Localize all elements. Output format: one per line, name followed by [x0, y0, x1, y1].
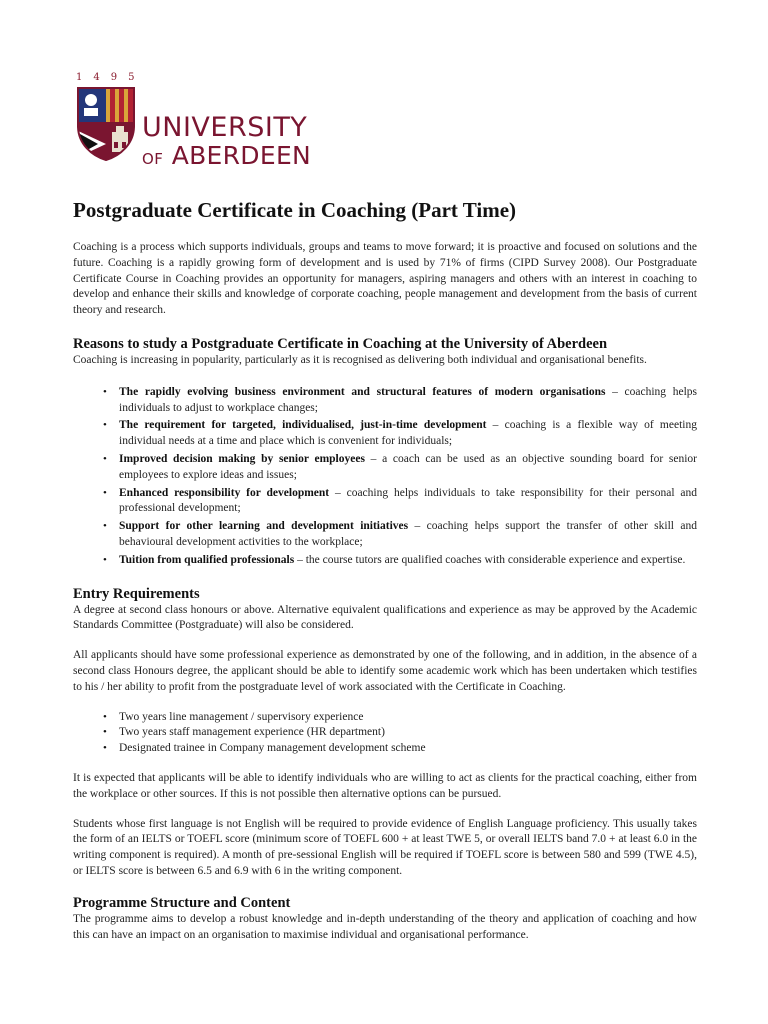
coat-of-arms-icon: [76, 86, 136, 162]
reasons-heading: Reasons to study a Postgraduate Certificate in Coaching at the University of Aberdeen: [73, 335, 608, 352]
bullet-icon: •: [103, 419, 107, 432]
entry-paragraph-2: All applicants should have some professional experience as demonstrated by one of the following, and in addition, in the absence of a second class Honours degree, the applicant should be able to identify some academic work which has been undertaken which testifies to his / her ability to profit from the postgraduate level of work associated with the Certificate in Coaching.: [73, 649, 697, 693]
reasons-intro: Coaching is increasing in popularity, particularly as it is recognised as delivering both individual and organisational benefits.: [73, 353, 647, 366]
page-title: Postgraduate Certificate in Coaching (Part Time): [73, 198, 517, 222]
logo-of: OF: [142, 150, 164, 168]
entry-paragraph-1: A degree at second class honours or above. Alternative equivalent qualifications and experience as may be approved by the Academic Standards Committee (Postgraduate) will also be considered.: [73, 603, 697, 632]
bullet-icon: •: [103, 486, 107, 499]
logo-of-aberdeen: [142, 143, 311, 168]
bullet-icon: •: [103, 710, 107, 723]
university-logo: [74, 72, 324, 172]
programme-heading: Programme Structure and Content: [73, 894, 291, 911]
programme-paragraph-1: The programme aims to develop a robust knowledge and in-depth understanding of the theory and application of coaching and how this can have an impact on an organisation to maximise individual and organisational performance.: [73, 912, 697, 941]
document-content: [73, 196, 697, 943]
bullet-icon: •: [103, 385, 107, 398]
list-item: • Enhanced responsibility for development – coaching helps individuals to take responsibility for their personal and professional development;: [103, 486, 697, 515]
list-item: • Two years staff management experience (HR department): [103, 725, 697, 741]
entry-paragraph-4: Students whose first language is not English will be required to provide evidence of English Language proficiency. This usually takes the form of an IELTS or TOEFL score (minimum score of TOEFL 600 + at least TWE 5, or overall IELTS band 7.0 + at least 6.0 in the writing component is required). A month of pre-sessional English will be required if TOEFL score is between 580 and 599 (TWE 4.5), or IELTS score is between 6.5 and 6.9 with 6 in the writing component.: [73, 817, 697, 877]
list-item: • Support for other learning and development initiatives – coaching helps support the transfer of other skill and behavioural development activities to the workplace;: [103, 520, 697, 548]
intro-paragraph: Coaching is a process which supports individuals, groups and teams to move forward; it is proactive and focused on solutions and the future. Coaching is a rapidly growing form of development and is used by 71% of firms (CIPD Survey 2008). Our Postgraduate Certificate Course in Coaching provides an opportunity for managers, aspiring managers and others with an interest in coaching to develop and enhance their skills and knowledge of corporate coaching, people management and development from the basis of current theory and research.: [73, 241, 697, 317]
list-item: • Tuition from qualified professionals – the course tutors are qualified coaches with considerable experience and expertise.: [103, 553, 697, 569]
list-item: • Improved decision making by senior employees – a coach can be used as an objective sounding board for senior employees to explore ideas and issues;: [103, 452, 697, 481]
reasons-list: [103, 385, 697, 569]
bullet-icon: •: [103, 726, 107, 739]
bullet-icon: •: [103, 553, 107, 566]
logo-aberdeen: ABERDEEN: [171, 141, 312, 170]
bullet-icon: •: [103, 520, 107, 533]
entry-heading: Entry Requirements: [73, 585, 200, 602]
logo-university: UNIVERSITY: [142, 112, 308, 143]
list-item: • The rapidly evolving business environment and structural features of modern organisations – coaching helps individuals to adjust to workplace changes;: [103, 385, 697, 414]
entry-paragraph-3: It is expected that applicants will be able to identify individuals who are willing to act as clients for the practical coaching, either from the workplace or other sources. If this is not possible then alternative options can be pursued.: [73, 771, 697, 800]
list-item: • Designated trainee in Company management development scheme: [103, 741, 697, 757]
entry-list: [103, 710, 697, 757]
list-item: • The requirement for targeted, individualised, just-in-time development – coaching is a flexible way of meeting individual needs at a time and place which is convenient for individuals;: [103, 419, 697, 448]
list-item: • Two years line management / supervisory experience: [103, 710, 697, 726]
logo-year: 1495: [76, 72, 146, 83]
logo-wordmark: [142, 114, 311, 168]
bullet-icon: •: [103, 742, 107, 755]
bullet-icon: •: [103, 452, 107, 465]
